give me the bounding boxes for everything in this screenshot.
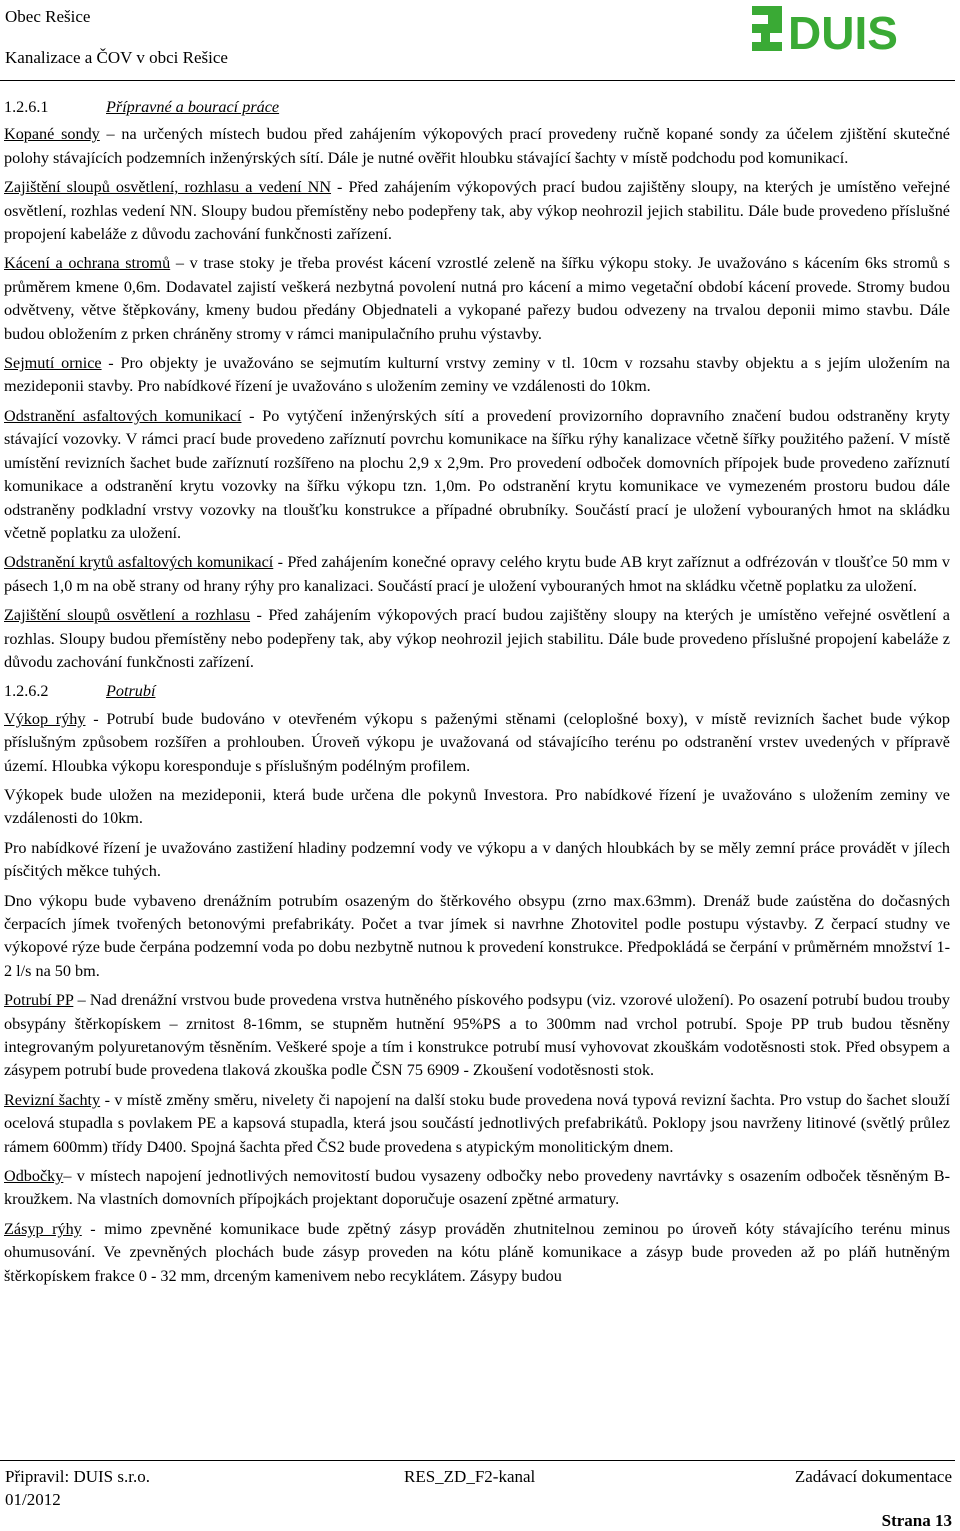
section-number: 1.2.6.1	[4, 98, 49, 116]
footer-doc-type: Zadávací dokumentace	[794, 1467, 952, 1486]
paragraph	[4, 123, 950, 170]
paragraph-lead: Zásyp rýhy	[4, 1219, 82, 1238]
section-number: 1.2.6.2	[4, 682, 49, 701]
paragraph	[4, 604, 950, 674]
paragraph-text: - v místě změny směru, nivelety či napojení na další stoku bude provedena nová typová revizní šachta. Pro vstup do šachet slouží ocelová stupadla s povlakem PE a kapsová stupadla, která jsou součástí jednotlivých prefabrikátů. Poklopy jsou navrženy litinové (světlý průlez rámem 600mm) třídy D400. Spojná šachta před ČS2 bude provedena s atypickým monolitickým dnem.	[4, 1090, 951, 1156]
paragraph-lead: Výkop rýhy	[4, 709, 86, 728]
paragraph-text: – na určených místech budou před zahájením výkopových prací provedeny ručně kopané sondy za účelem zjištění skutečné polohy stávajících podzemních inženýrských sítí. Dále je nutné ověřit hloubku stávající šachty v místě podchodu pod komunikací.	[4, 125, 950, 167]
paragraph	[4, 405, 950, 545]
footer-prepared-by: Připravil: DUIS s.r.o.	[5, 1467, 150, 1486]
paragraphs-preparation	[4, 123, 950, 674]
page-number: Strana 13	[881, 1511, 952, 1530]
paragraphs-pipes	[4, 708, 950, 1288]
paragraph-lead: Revizní šachty	[4, 1090, 101, 1109]
paragraph-lead: Sejmutí ornice	[4, 354, 102, 373]
paragraph	[4, 1165, 950, 1212]
paragraph-text: Pro nabídkové řízení je uvažováno zastižení hladiny podzemní vody ve výkopu a v daných hloubkách by se měly zemní práce provádět v jílech písčitých měkce tuhých.	[4, 838, 950, 881]
duis-logo	[752, 4, 948, 60]
paragraph	[4, 784, 950, 831]
paragraph	[4, 551, 950, 598]
section-title: Potrubí	[106, 682, 156, 701]
paragraph	[4, 708, 950, 778]
paragraph	[4, 989, 950, 1083]
paragraph-text: - Po vytýčení inženýrských sítí a provedení provizorního dopravního značení budou odstraněny kryty stávající vozovky. V rámci prací bude provedeno zaříznutí povrchu komunikace na šířku rýhy kanalizace včetně šířky použitého pažení. V místě umístění revizních šachet bude zaříznutí rozšířeno na plochu 2,9 x 2,9m. Pro provedení odboček domovních přípojek bude provedeno zaříznutí komunikace a odstranění krytu vozovky na šířku výkopu tzn. 1,0m. Po odstranění krytu komunikace ve vymezeném prostoru budou dále odstraněny podkladní vrstvy vozovky na tloušťku konstrukce a případné obrubníky. Součástí prací je uložení vybouraných hmot na skládku včetně poplatku za uložení.	[4, 406, 950, 542]
municipality-name: Obec Rešice	[5, 7, 91, 26]
paragraph-lead: Odstranění asfaltových komunikací	[4, 406, 242, 425]
paragraph-lead: Kopané sondy	[4, 125, 100, 144]
header-municipality	[5, 6, 228, 88]
paragraph-text: - Před zahájením výkopových prací budou zajištěny sloupy, na kterých je umístěno veřejné osvětlení, rozhlas vedení NN. Sloupy budou přemístěny nebo podepřeny tak, aby výkop neohrozil jejich stabilitu. Dále bude provedeno příslušné propojení kabeláže z důvodu zachování funkčnosti zařízení.	[4, 178, 950, 244]
paragraph-lead: Potrubí PP	[4, 991, 74, 1010]
project-name: Kanalizace a ČOV v obci Rešice	[5, 48, 228, 67]
paragraph-lead: Odbočky	[4, 1167, 64, 1186]
paragraph-lead: Zajištění sloupů osvětlení, rozhlasu a vedení NN	[4, 178, 332, 197]
logo-text: DUIS	[788, 7, 898, 59]
paragraph-lead: Odstranění krytů asfaltových komunikací	[4, 553, 274, 572]
paragraph-text: - Potrubí bude budováno v otevřeném výkopu s paženými stěnami (celoplošné boxy), v místě revizních šachet bude výkop příslušným způsobem rozšířen a prohlouben. Úroveň výkopu je uvažovaná od stávajícího terénu po odstranění vrstev uvedených v přípravě území. Hloubka výkopu koresponduje s příslušným podélným profilem.	[4, 709, 950, 775]
paragraph-text: - Před zahájením výkopových prací budou zajištěny sloupy na kterých je umístěno veřejné osvětlení a rozhlas. Sloupy budou přemístěny nebo podepřeny tak, aby výkop neohrozil jejich stabilitu. Dále bude provedeno příslušné propojení kabeláže z důvodu zachování funkčnosti zařízení.	[4, 606, 950, 671]
paragraph-text: Výkopek bude uložen na mezideponii, která bude určena dle pokynů Investora. Pro nabídkové řízení je uvažováno s uložením zeminy ve vzdálenosti do 10km.	[4, 785, 950, 828]
document-body	[4, 96, 950, 1294]
paragraph	[4, 837, 950, 884]
footer-doc-code: RES_ZD_F2-kanal	[404, 1467, 536, 1486]
paragraph-text: – Nad drenážní vrstvou bude provedena vrstva hutněného pískového podsypu (viz. vzorové uložení). Po osazení potrubí budou trouby obsypány štěrkopískem – zrnitost 8-16mm, se stupněm hutnění 95%PS a to 300mm nad vrchol potrubí. Spoje PP trub budou těsněny integrovaným polyuretanovým těsněním. Veškeré spoje a tím i konstrukce potrubí musí vyhovovat zkouškám vodotěsnosti stok. Před obsypem a zásypem potrubí bude provedena tlaková zkouška podle ČSN 75 6909 - Zkoušení vodotěsnosti stok.	[4, 991, 950, 1080]
paragraph	[4, 176, 950, 246]
section-title: Přípravné a bourací práce	[106, 98, 280, 116]
paragraph	[4, 352, 950, 399]
footer-date: 01/2012	[5, 1490, 61, 1509]
paragraph-text: – v trase stoky je třeba provést kácení vzrostlé zeleně na šířku výkopu stoky. Je uvažováno s kácením 6ks stromů s průměrem kmene 0,6m. Dodavatel zajistí veškerá nezbytná povolení nutná pro kácení a mimo vegetační období kácení provede. Stromy budou odvětveny, větve štěpkovány, kmeny budou předány Objednateli a vykopané pařezy budou odvezeny na trvalou deponii mimo stavbu. Dále budou obložením z prken chráněny stromy v rámci manipulačního pruhu výstavby.	[4, 254, 950, 343]
paragraph	[4, 1218, 950, 1288]
header-rule	[0, 80, 955, 81]
paragraph-lead: Zajištění sloupů osvětlení a rozhlasu	[4, 606, 251, 625]
paragraph-lead: Kácení a ochrana stromů	[4, 254, 171, 273]
footer-rule	[0, 1460, 955, 1461]
paragraph-text: - Před zahájením konečné opravy celého krytu bude AB kryt zaříznut a odfrézován v tloušťce 50 mm v pásech 1,0 m na obě strany od hrany rýhy pro kanalizaci. Součástí prací je uložení vybouraných hmot na skládku včetně poplatku za uložení.	[4, 553, 950, 595]
paragraph	[4, 1089, 950, 1159]
paragraph-text: – v místech napojení jednotlivých nemovitostí budou vysazeny odbočky nebo provedeny navrtávky s osazením odboček těsněným B-kroužkem. Na vlastních domovních přípojkách projektant doporučuje osazení zpětné armatury.	[4, 1167, 950, 1209]
section-heading-2	[4, 680, 950, 703]
paragraph	[4, 252, 950, 346]
paragraph-text: - mimo zpevněné komunikace bude zpětný zásyp prováděn zhutnitelnou zeminou po úroveň kóty stávajícího terénu minus ohumusování. Ve zpevněných plochách bude zásyp proveden na kótu pláně komunikace a zásyp bude proveden až po pláň hutněným štěrkopískem frakce 0 - 32 mm, drceným kamenivem nebo recyklátem. Zásypy budou	[4, 1219, 951, 1285]
paragraph-text: Dno výkopu bude vybaveno drenážním potrubím osazeným do štěrkového obsypu (zrno max.63mm). Drenáž bude zaústěna do dočasných čerpacích jímek tvořených betonovými prefabrikáty. Počet a tvar jímek si navrhne Zhotovitel podle postupu výstavby. Z čerpací studny ve výkopové rýze bude čerpána podzemní voda po dobu nezbytně nutnou k provedení konstrukce. Předpokládá se čerpání v průměrném množství 1-2 l/s na 50 bm.	[4, 891, 950, 980]
section-heading-1	[4, 96, 950, 119]
paragraph	[4, 890, 950, 984]
paragraph-text: - Pro objekty je uvažováno se sejmutím kulturní vrstvy zeminy v tl. 10cm v rozsahu stavby objektu a s jejím uložením na mezideponii stavby. Pro nabídkové řízení je uvažováno s uložením zeminy ve vzdálenosti do 10km.	[4, 354, 950, 396]
